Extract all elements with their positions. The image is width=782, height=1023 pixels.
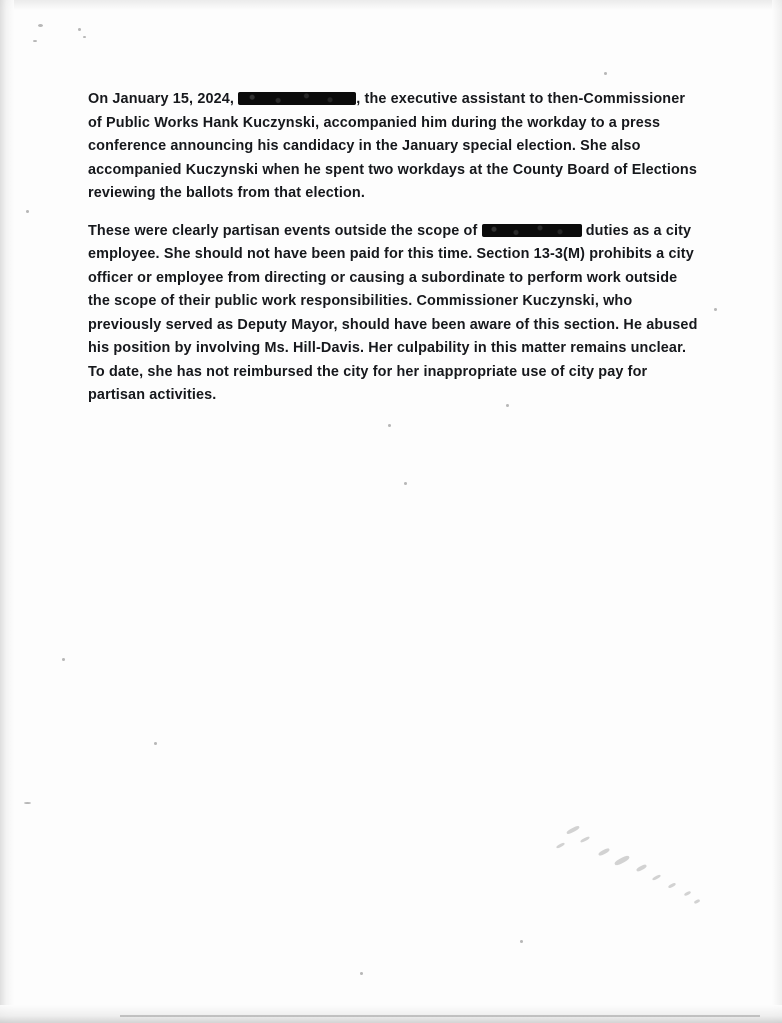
paragraph-2-text-before: These were clearly partisan events outside the scope of <box>88 222 482 239</box>
scan-smudge <box>614 855 630 867</box>
scan-smudge <box>684 891 692 897</box>
paragraph-1-text-after: , the executive assistant to then-Commissioner of Public Works Hank Kuczynski, accompanied him during the workday to a press conference announcing his candidacy in the January special election. She also accompanied Kuczynski when he spent two workdays at the County Board of Elections reviewing the ballots from that election. <box>88 91 697 201</box>
scan-speck <box>33 40 37 42</box>
scan-speck <box>388 424 391 427</box>
scan-speck <box>714 308 717 311</box>
scan-speck <box>520 940 523 943</box>
scan-edge-bottom <box>0 1005 782 1023</box>
scan-speck <box>604 72 607 75</box>
scan-speck <box>62 658 65 661</box>
scan-edge-right <box>772 0 782 1023</box>
document-body <box>88 88 700 422</box>
scan-edge-top <box>0 0 782 10</box>
scan-speck <box>26 210 29 213</box>
redaction-bar <box>482 224 582 237</box>
redaction-bar <box>238 92 356 105</box>
scan-speck <box>154 742 157 745</box>
scan-smudge <box>652 874 661 881</box>
scan-speck <box>78 28 81 31</box>
scan-smudge <box>636 864 648 873</box>
scan-smudge <box>668 882 676 888</box>
scan-smudge <box>566 825 580 835</box>
paragraph-1-text-before: On January 15, 2024, <box>88 91 239 107</box>
scan-smudge <box>556 842 565 849</box>
scan-speck <box>83 36 86 38</box>
scan-edge-left <box>0 0 14 1023</box>
scan-smudge <box>694 899 701 904</box>
paragraph-2-text-after: duties as a city employee. She should not have been paid for this time. Section 13-3(M) prohibits a city officer or employee from directing or causing a subordinate to perform work outside the scope of their public work responsibilities. Commissioner Kuczynski, who previously served as Deputy Mayor, should have been aware of this section. He abused his position by involving Ms. Hill-Davis. Her culpability in this matter remains unclear. To date, she has not reimbursed the city for her inappropriate use of city pay for partisan activities. <box>88 222 698 403</box>
scan-speck <box>360 972 363 975</box>
scan-smudge <box>580 836 590 843</box>
scan-speck <box>404 482 407 485</box>
scan-smudge <box>598 847 610 856</box>
paragraph-1 <box>88 88 700 206</box>
scan-speck <box>38 24 43 27</box>
paragraph-2 <box>88 220 700 408</box>
scan-speck <box>24 802 31 804</box>
scan-edge-bottom-line <box>120 1015 760 1017</box>
